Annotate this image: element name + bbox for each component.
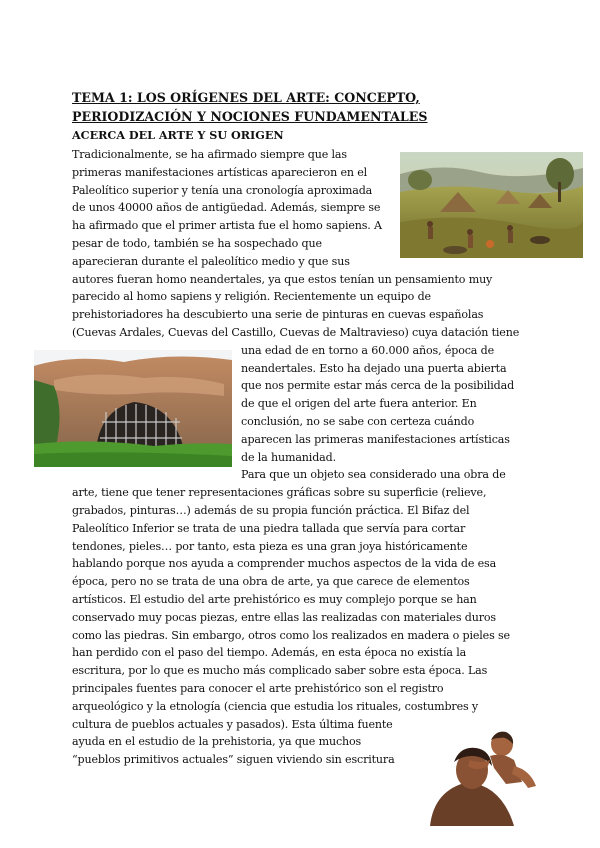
text-line: aparecieran durante el paleolítico medio y que sus xyxy=(72,254,350,268)
text-line: Para que un objeto sea considerado una obra de xyxy=(241,468,506,482)
text-line: conservado muy pocas piezas, entre ellas las realizadas con materiales duros xyxy=(72,610,496,624)
text-line: Tradicionalmente, se ha afirmado siempre que las xyxy=(72,148,347,161)
text-line: principales fuentes para conocer el arte prehistórico son el registro xyxy=(72,682,444,695)
text-line: Paleolítico Inferior se trata de una piedra tallada que servía para cortar xyxy=(72,521,466,535)
text-line: de que el origen del arte fuera anterior. En xyxy=(241,397,477,411)
text-line: primeras manifestaciones artísticas aparecieron en el xyxy=(72,165,368,179)
text-line: artísticos. El estudio del arte prehistórico es muy complejo porque se han xyxy=(72,593,477,606)
text-line: grabados, pinturas…) además de su propia función práctica. El Bifaz del xyxy=(72,504,470,517)
page-title: TEMA 1: LOS ORÍGENES DEL ARTE: CONCEPTO, PERIODIZACIÓN Y NOCIONES FUNDAMENTALES xyxy=(72,90,428,124)
text-line: (Cuevas Ardales, Cuevas del Castillo, Cuevas de Maltravieso) cuya datación tiene xyxy=(72,326,520,339)
text-line: parecido al homo sapiens y religión. Recientemente un equipo de xyxy=(72,290,431,304)
text-line: de la humanidad. xyxy=(241,450,336,464)
text-line: época, pero no se trata de una obra de arte, ya que carece de elementos xyxy=(72,575,470,589)
text-line: han perdido con el paso del tiempo. Además, en esta época no existía la xyxy=(72,646,467,660)
primitive-people-photo xyxy=(410,726,550,826)
text-line: una edad de en torno a 60.000 años, época de xyxy=(241,343,494,357)
text-line: ha afirmado que el primer artista fue el homo sapiens. A xyxy=(72,219,382,233)
text-line: ayuda en el estudio de la prehistoria, ya que muchos xyxy=(72,735,362,749)
text-line: prehistoriadores ha descubierto una serie de pinturas en cuevas españolas xyxy=(72,308,484,322)
text-line: Paleolítico superior y tenía una cronología aproximada xyxy=(72,183,373,197)
text-line: de unos 40000 años de antigüedad. Además, siempre se xyxy=(72,201,381,215)
text-line: tendones, pieles… por tanto, esta pieza es una gran joya históricamente xyxy=(72,539,468,553)
text-line: cultura de pueblos actuales y pasados). Esta última fuente xyxy=(72,717,393,731)
text-line: pesar de todo, también se ha sospechado que xyxy=(72,237,322,250)
text-line: “pueblos primitivos actuales” siguen viviendo sin escritura xyxy=(72,753,395,767)
text-line: como las piedras. Sin embargo, otros como los realizados en madera o pieles se xyxy=(72,628,510,642)
text-line: aparecen las primeras manifestaciones artísticas xyxy=(241,432,510,446)
text-line: conclusión, no se sabe con certeza cuándo xyxy=(241,415,475,428)
text-line: escritura, por lo que es mucho más complicado saber sobre esta época. Las xyxy=(72,664,488,678)
text-line: arte, tiene que tener representaciones gráficas sobre su superficie (relieve, xyxy=(72,486,487,500)
text-line: que nos permite estar más cerca de la posibilidad xyxy=(241,379,515,393)
cave-entrance-photo xyxy=(34,350,232,467)
text-line: neandertales. Esto ha dejado una puerta abierta xyxy=(241,361,507,375)
section-heading: ACERCA DEL ARTE Y SU ORIGEN xyxy=(72,128,284,142)
text-line: autores fueran homo neandertales, ya que estos tenían un pensamiento muy xyxy=(72,272,493,286)
text-line: arqueológico y la etnología (ciencia que estudia los rituales, costumbres y xyxy=(72,699,479,713)
text-line: hablando porque nos ayuda a comprender muchos aspectos de la vida de esa xyxy=(72,557,497,571)
prehistoric-scene-illustration xyxy=(400,152,583,258)
